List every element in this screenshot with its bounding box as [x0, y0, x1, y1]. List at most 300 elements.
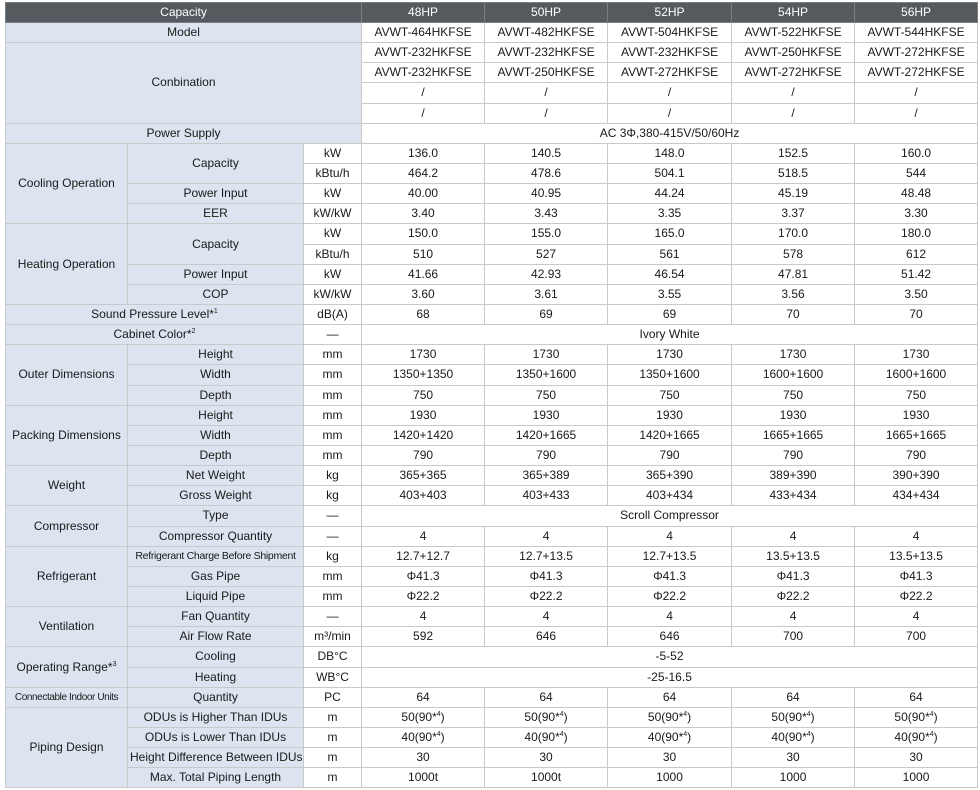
- cooling-capacity-kw: 140.5: [485, 143, 608, 163]
- height-difference: 30: [485, 748, 608, 768]
- gas-pipe: Φ41.3: [362, 566, 485, 586]
- height-difference: 30: [608, 748, 732, 768]
- ventilation-label: Ventilation: [6, 607, 128, 647]
- cooling-power-input-label: Power Input: [128, 184, 304, 204]
- close-paren: ): [440, 729, 445, 744]
- heating-label: Heating Operation: [6, 224, 128, 305]
- table-row: [6, 224, 978, 244]
- net-weight-label: Net Weight: [128, 466, 304, 486]
- gas-pipe: Φ41.3: [608, 566, 732, 586]
- height-difference: 30: [732, 748, 855, 768]
- air-flow: 646: [485, 627, 608, 647]
- combination-value: AVWT-250HKFSE: [732, 43, 855, 63]
- combination-value: /: [732, 103, 855, 123]
- outer-width: 1350+1350: [362, 365, 485, 385]
- footnote-mark: 4: [436, 710, 441, 718]
- model-value: AVWT-482HKFSE: [485, 23, 608, 43]
- packing-width: 1420+1420: [362, 425, 485, 445]
- refrigerant-charge: 13.5+13.5: [732, 546, 855, 566]
- unit-cell: m: [304, 748, 362, 768]
- cooling-power-input: 44.24: [608, 184, 732, 204]
- model-value: AVWT-504HKFSE: [608, 23, 732, 43]
- unit-cell: mm: [304, 405, 362, 425]
- fan-quantity: 4: [608, 607, 732, 627]
- odu-lower-text: 40(90*: [771, 729, 807, 744]
- model-value: AVWT-464HKFSE: [362, 23, 485, 43]
- gas-pipe: Φ41.3: [855, 566, 978, 586]
- unit-cell: —: [304, 607, 362, 627]
- combination-value: /: [732, 83, 855, 103]
- refrigerant-charge: 12.7+13.5: [485, 546, 608, 566]
- unit-cell: kW/kW: [304, 284, 362, 304]
- odu-higher-text: 50(90*: [771, 709, 807, 724]
- footnote-mark: 4: [929, 710, 934, 718]
- header-row: [6, 3, 978, 23]
- gross-weight-label: Gross Weight: [128, 486, 304, 506]
- table-row: [6, 687, 978, 707]
- fan-quantity: 4: [855, 607, 978, 627]
- gas-pipe: Φ41.3: [485, 566, 608, 586]
- packing-width: 1665+1665: [855, 425, 978, 445]
- outer-width: 1350+1600: [608, 365, 732, 385]
- unit-cell: —: [304, 526, 362, 546]
- heating-cop: 3.56: [732, 284, 855, 304]
- header-capacity-label: Capacity: [6, 3, 362, 23]
- gross-weight: 434+434: [855, 486, 978, 506]
- combination-value: /: [855, 83, 978, 103]
- combination-value: /: [485, 103, 608, 123]
- unit-cell: m: [304, 707, 362, 727]
- combination-value: AVWT-232HKFSE: [608, 43, 732, 63]
- packing-depth-label: Depth: [128, 445, 304, 465]
- footnote-mark: 4: [559, 710, 564, 718]
- outer-depth: 750: [855, 385, 978, 405]
- close-paren: ): [563, 729, 568, 744]
- close-paren: ): [687, 709, 692, 724]
- table-row: [6, 768, 978, 788]
- table-row: [6, 466, 978, 486]
- close-paren: ): [563, 709, 568, 724]
- height-difference: 30: [855, 748, 978, 768]
- unit-cell: mm: [304, 586, 362, 606]
- table-row: [6, 264, 978, 284]
- odu-lower-value: [855, 727, 978, 747]
- cooling-power-input: 48.48: [855, 184, 978, 204]
- power-supply-value: AC 3Φ,380-415V/50/60Hz: [362, 123, 978, 143]
- max-piping-length: 1000t: [362, 768, 485, 788]
- cooling-eer: 3.37: [732, 204, 855, 224]
- unit-cell: mm: [304, 425, 362, 445]
- packing-width-label: Width: [128, 425, 304, 445]
- footnote-mark: 2: [191, 328, 196, 336]
- liquid-pipe: Φ22.2: [362, 586, 485, 606]
- packing-depth: 790: [485, 445, 608, 465]
- combination-value: AVWT-272HKFSE: [608, 63, 732, 83]
- cooling-capacity-kbtu: 518.5: [732, 163, 855, 183]
- unit-cell: —: [304, 325, 362, 345]
- odu-higher-label: ODUs is Higher Than IDUs: [128, 707, 304, 727]
- odu-lower-text: 40(90*: [401, 729, 437, 744]
- fan-quantity: 4: [485, 607, 608, 627]
- operating-heating-label: Heating: [128, 667, 304, 687]
- table-row: [6, 546, 978, 566]
- sound-pressure-value: 69: [608, 304, 732, 324]
- combination-value: /: [485, 83, 608, 103]
- liquid-pipe: Φ22.2: [485, 586, 608, 606]
- gross-weight: 403+433: [485, 486, 608, 506]
- model-label: Model: [6, 23, 362, 43]
- footnote-mark: 4: [929, 730, 934, 738]
- outer-depth: 750: [362, 385, 485, 405]
- close-paren: ): [810, 709, 815, 724]
- unit-cell: WB°C: [304, 667, 362, 687]
- table-row: [6, 506, 978, 526]
- sound-pressure-value: 70: [855, 304, 978, 324]
- combination-value: /: [362, 83, 485, 103]
- compressor-quantity: 4: [855, 526, 978, 546]
- spec-table: [5, 2, 978, 788]
- cabinet-color-value: Ivory White: [362, 325, 978, 345]
- odu-higher-value: [362, 707, 485, 727]
- indoor-quantity: 64: [855, 687, 978, 707]
- table-row: [6, 667, 978, 687]
- outer-height: 1730: [608, 345, 732, 365]
- close-paren: ): [440, 709, 445, 724]
- cooling-eer-label: EER: [128, 204, 304, 224]
- combination-value: /: [855, 103, 978, 123]
- heating-power-input: 47.81: [732, 264, 855, 284]
- unit-cell: kBtu/h: [304, 244, 362, 264]
- cooling-eer: 3.43: [485, 204, 608, 224]
- odu-lower-label: ODUs is Lower Than IDUs: [128, 727, 304, 747]
- weight-label: Weight: [6, 466, 128, 506]
- indoor-quantity-label: Quantity: [128, 687, 304, 707]
- cooling-capacity-kbtu: 504.1: [608, 163, 732, 183]
- net-weight: 365+389: [485, 466, 608, 486]
- fan-quantity-label: Fan Quantity: [128, 607, 304, 627]
- outer-depth: 750: [608, 385, 732, 405]
- refrigerant-charge: 12.7+13.5: [608, 546, 732, 566]
- odu-higher-value: [608, 707, 732, 727]
- unit-cell: DB°C: [304, 647, 362, 667]
- outer-depth: 750: [732, 385, 855, 405]
- air-flow: 700: [855, 627, 978, 647]
- sound-pressure-value: 70: [732, 304, 855, 324]
- unit-cell: kg: [304, 486, 362, 506]
- unit-cell: kg: [304, 546, 362, 566]
- table-row: [6, 204, 978, 224]
- heating-power-input-label: Power Input: [128, 264, 304, 284]
- indoor-quantity: 64: [362, 687, 485, 707]
- unit-cell: dB(A): [304, 304, 362, 324]
- gas-pipe-label: Gas Pipe: [128, 566, 304, 586]
- max-piping-length: 1000: [855, 768, 978, 788]
- combination-value: /: [608, 83, 732, 103]
- table-row: [6, 284, 978, 304]
- packing-height: 1930: [362, 405, 485, 425]
- unit-cell: mm: [304, 385, 362, 405]
- combination-value: /: [362, 103, 485, 123]
- footnote-mark: 3: [112, 660, 117, 668]
- table-row: [6, 385, 978, 405]
- combination-value: AVWT-272HKFSE: [732, 63, 855, 83]
- combination-value: AVWT-272HKFSE: [855, 63, 978, 83]
- air-flow-label: Air Flow Rate: [128, 627, 304, 647]
- heating-capacity-kbtu: 578: [732, 244, 855, 264]
- liquid-pipe: Φ22.2: [608, 586, 732, 606]
- operating-range-label: [6, 647, 128, 687]
- unit-cell: kW: [304, 184, 362, 204]
- odu-lower-text: 40(90*: [524, 729, 560, 744]
- outer-height: 1730: [855, 345, 978, 365]
- unit-cell: —: [304, 506, 362, 526]
- table-row: [6, 43, 978, 63]
- unit-cell: mm: [304, 365, 362, 385]
- unit-cell: m: [304, 727, 362, 747]
- odu-lower-value: [362, 727, 485, 747]
- footnote-mark: 4: [436, 730, 441, 738]
- table-row: [6, 445, 978, 465]
- unit-cell: mm: [304, 445, 362, 465]
- outer-height-label: Height: [128, 345, 304, 365]
- combination-value: AVWT-232HKFSE: [485, 43, 608, 63]
- max-piping-length: 1000t: [485, 768, 608, 788]
- indoor-quantity: 64: [608, 687, 732, 707]
- table-row: [6, 566, 978, 586]
- max-piping-length: 1000: [732, 768, 855, 788]
- packing-height: 1930: [732, 405, 855, 425]
- max-piping-length: 1000: [608, 768, 732, 788]
- odu-higher-text: 50(90*: [894, 709, 930, 724]
- operating-heating-value: -25-16.5: [362, 667, 978, 687]
- footnote-mark: 4: [683, 710, 688, 718]
- unit-cell: kW: [304, 224, 362, 244]
- combination-value: AVWT-250HKFSE: [485, 63, 608, 83]
- table-row: [6, 707, 978, 727]
- gas-pipe: Φ41.3: [732, 566, 855, 586]
- heating-capacity-kw: 150.0: [362, 224, 485, 244]
- footnote-mark: 4: [683, 730, 688, 738]
- heating-power-input: 42.93: [485, 264, 608, 284]
- header-col: 56HP: [855, 3, 978, 23]
- outer-depth-label: Depth: [128, 385, 304, 405]
- liquid-pipe-label: Liquid Pipe: [128, 586, 304, 606]
- footnote-mark: 4: [806, 730, 811, 738]
- heating-capacity-kw: 155.0: [485, 224, 608, 244]
- sound-pressure-label: [6, 304, 304, 324]
- cooling-eer: 3.40: [362, 204, 485, 224]
- heating-cop: 3.61: [485, 284, 608, 304]
- fan-quantity: 4: [732, 607, 855, 627]
- outer-depth: 750: [485, 385, 608, 405]
- cooling-capacity-kw: 148.0: [608, 143, 732, 163]
- header-col: 50HP: [485, 3, 608, 23]
- outer-height: 1730: [485, 345, 608, 365]
- cooling-power-input: 40.00: [362, 184, 485, 204]
- gross-weight: 403+434: [608, 486, 732, 506]
- outer-height: 1730: [732, 345, 855, 365]
- model-value: AVWT-544HKFSE: [855, 23, 978, 43]
- compressor-quantity: 4: [485, 526, 608, 546]
- heating-capacity-kbtu: 612: [855, 244, 978, 264]
- outer-dimensions-label: Outer Dimensions: [6, 345, 128, 405]
- close-paren: ): [810, 729, 815, 744]
- close-paren: ): [687, 729, 692, 744]
- net-weight: 365+365: [362, 466, 485, 486]
- header-col: 54HP: [732, 3, 855, 23]
- heating-power-input: 46.54: [608, 264, 732, 284]
- sound-pressure-label-text: Sound Pressure Level*: [91, 307, 214, 322]
- cooling-eer: 3.30: [855, 204, 978, 224]
- outer-width: 1600+1600: [732, 365, 855, 385]
- piping-design-label: Piping Design: [6, 707, 128, 788]
- cooling-capacity-kw: 160.0: [855, 143, 978, 163]
- table-row: [6, 425, 978, 445]
- heating-capacity-kbtu: 561: [608, 244, 732, 264]
- packing-depth: 790: [362, 445, 485, 465]
- heating-cop: 3.50: [855, 284, 978, 304]
- compressor-quantity: 4: [608, 526, 732, 546]
- connectable-indoor-units-label: Connectable Indoor Units: [6, 687, 128, 707]
- compressor-quantity: 4: [362, 526, 485, 546]
- sound-pressure-value: 69: [485, 304, 608, 324]
- packing-depth: 790: [732, 445, 855, 465]
- footnote-mark: 4: [806, 710, 811, 718]
- heating-capacity-label: Capacity: [128, 224, 304, 264]
- header-col: 52HP: [608, 3, 732, 23]
- cooling-capacity-kbtu: 478.6: [485, 163, 608, 183]
- cooling-eer: 3.35: [608, 204, 732, 224]
- cooling-capacity-kbtu: 464.2: [362, 163, 485, 183]
- unit-cell: kBtu/h: [304, 163, 362, 183]
- combination-value: AVWT-272HKFSE: [855, 43, 978, 63]
- table-row: [6, 486, 978, 506]
- height-difference-label: Height Difference Between IDUs: [128, 748, 304, 768]
- odu-higher-value: [485, 707, 608, 727]
- cooling-capacity-kw: 136.0: [362, 143, 485, 163]
- odu-higher-value: [855, 707, 978, 727]
- cooling-power-input: 40.95: [485, 184, 608, 204]
- combination-value: AVWT-232HKFSE: [362, 63, 485, 83]
- unit-cell: kg: [304, 466, 362, 486]
- heating-power-input: 51.42: [855, 264, 978, 284]
- packing-height-label: Height: [128, 405, 304, 425]
- packing-height: 1930: [608, 405, 732, 425]
- compressor-quantity: 4: [732, 526, 855, 546]
- close-paren: ): [933, 729, 938, 744]
- odu-lower-value: [608, 727, 732, 747]
- packing-dimensions-label: Packing Dimensions: [6, 405, 128, 465]
- combination-value: /: [608, 103, 732, 123]
- packing-height: 1930: [485, 405, 608, 425]
- heating-capacity-kbtu: 510: [362, 244, 485, 264]
- close-paren: ): [933, 709, 938, 724]
- heating-power-input: 41.66: [362, 264, 485, 284]
- combination-value: AVWT-232HKFSE: [362, 43, 485, 63]
- table-row: [6, 607, 978, 627]
- outer-height: 1730: [362, 345, 485, 365]
- unit-cell: mm: [304, 345, 362, 365]
- heating-capacity-kw: 180.0: [855, 224, 978, 244]
- footnote-mark: 4: [559, 730, 564, 738]
- net-weight: 389+390: [732, 466, 855, 486]
- odu-lower-value: [485, 727, 608, 747]
- unit-cell: PC: [304, 687, 362, 707]
- refrigerant-charge: 13.5+13.5: [855, 546, 978, 566]
- net-weight: 390+390: [855, 466, 978, 486]
- odu-higher-text: 50(90*: [647, 709, 684, 724]
- operating-cooling-label: Cooling: [128, 647, 304, 667]
- heating-capacity-kbtu: 527: [485, 244, 608, 264]
- table-row: [6, 23, 978, 43]
- heating-cop: 3.60: [362, 284, 485, 304]
- liquid-pipe: Φ22.2: [855, 586, 978, 606]
- odu-lower-value: [732, 727, 855, 747]
- heating-cop-label: COP: [128, 284, 304, 304]
- unit-cell: kW/kW: [304, 204, 362, 224]
- header-col: 48HP: [362, 3, 485, 23]
- cooling-label: Cooling Operation: [6, 143, 128, 224]
- indoor-quantity: 64: [732, 687, 855, 707]
- unit-cell: m³/min: [304, 627, 362, 647]
- fan-quantity: 4: [362, 607, 485, 627]
- unit-cell: kW: [304, 264, 362, 284]
- odu-lower-text: 40(90*: [894, 729, 930, 744]
- operating-cooling-value: -5-52: [362, 647, 978, 667]
- footnote-mark: 1: [213, 308, 218, 316]
- heating-cop: 3.55: [608, 284, 732, 304]
- table-row: [6, 526, 978, 546]
- table-row: [6, 365, 978, 385]
- outer-width-label: Width: [128, 365, 304, 385]
- net-weight: 365+390: [608, 466, 732, 486]
- table-row: [6, 184, 978, 204]
- outer-width: 1600+1600: [855, 365, 978, 385]
- cooling-capacity-label: Capacity: [128, 143, 304, 183]
- table-row: [6, 647, 978, 667]
- operating-range-label-text: Operating Range*: [16, 659, 113, 674]
- unit-cell: mm: [304, 566, 362, 586]
- sound-pressure-value: 68: [362, 304, 485, 324]
- air-flow: 646: [608, 627, 732, 647]
- unit-cell: kW: [304, 143, 362, 163]
- table-row: [6, 123, 978, 143]
- refrigerant-label: Refrigerant: [6, 546, 128, 606]
- odu-higher-value: [732, 707, 855, 727]
- air-flow: 592: [362, 627, 485, 647]
- odu-lower-text: 40(90*: [647, 729, 684, 744]
- table-row: [6, 727, 978, 747]
- gross-weight: 403+403: [362, 486, 485, 506]
- refrigerant-charge-label: Refrigerant Charge Before Shipment: [128, 546, 304, 566]
- packing-width: 1420+1665: [485, 425, 608, 445]
- heating-capacity-kw: 170.0: [732, 224, 855, 244]
- cabinet-color-label-text: Cabinet Color*: [113, 327, 192, 342]
- odu-higher-text: 50(90*: [524, 709, 560, 724]
- unit-cell: m: [304, 768, 362, 788]
- height-difference: 30: [362, 748, 485, 768]
- table-row: [6, 627, 978, 647]
- outer-width: 1350+1600: [485, 365, 608, 385]
- power-supply-label: Power Supply: [6, 123, 362, 143]
- packing-height: 1930: [855, 405, 978, 425]
- air-flow: 700: [732, 627, 855, 647]
- packing-depth: 790: [855, 445, 978, 465]
- odu-higher-text: 50(90*: [401, 709, 437, 724]
- compressor-type-label: Type: [128, 506, 304, 526]
- cooling-capacity-kw: 152.5: [732, 143, 855, 163]
- liquid-pipe: Φ22.2: [732, 586, 855, 606]
